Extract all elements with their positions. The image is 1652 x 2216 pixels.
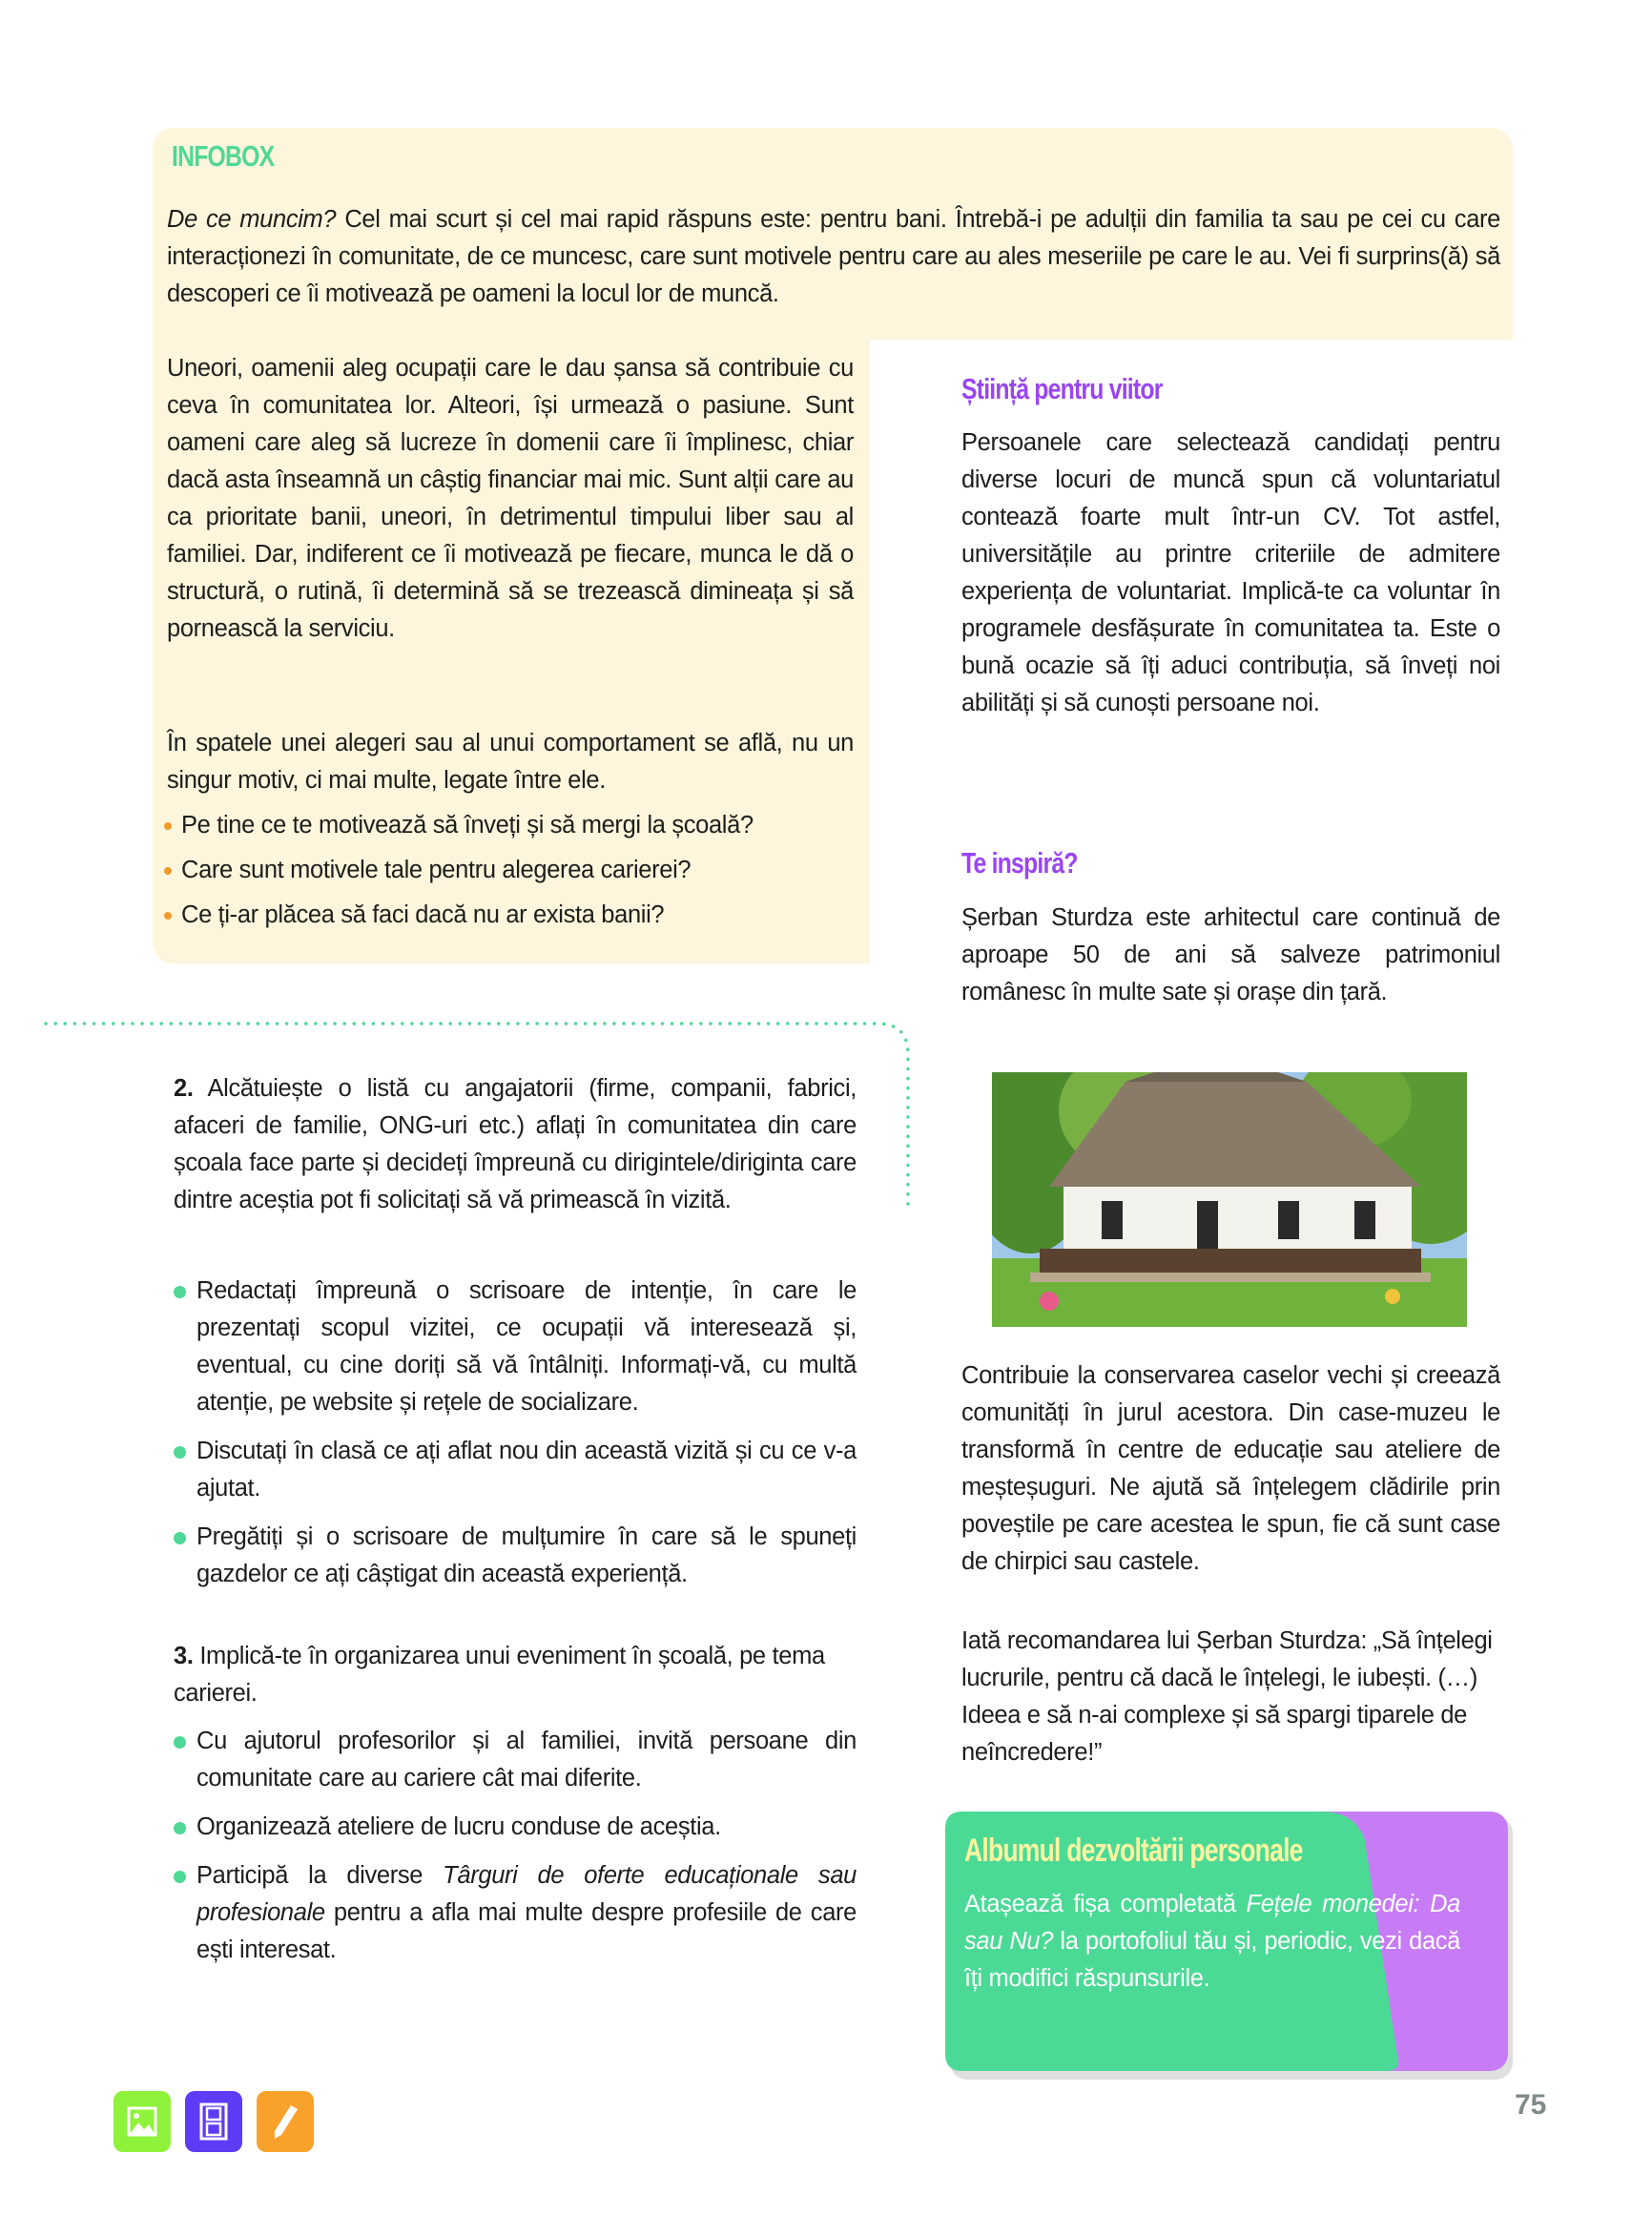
pencil-icon [270,2102,300,2141]
album-box [945,1812,1514,2081]
album-text-start: Atașează fișa completată [964,1891,1247,1917]
task-3-text: Implică-te în organizarea unui eveniment în școală, pe tema carierei. [174,1643,825,1707]
task-2-text: Alcătuiește o listă cu angajatorii (firme, companii, fabrici, afaceri de familie, ONG-uri etc.) aflați în comunitatea din care școala face parte și decideți împreună cu dirigintele/diriginta care dintre aceștia pot fi solicitați să vă primească în vizită. [174,1075,857,1213]
task-2 [174,1070,857,1219]
album-title: Albumul dezvoltării personale [964,1833,1303,1869]
house-photo [992,1072,1467,1327]
infobox-questions [164,807,860,942]
infobox-intro-question: De ce muncim? [167,206,337,233]
album-text [964,1886,1460,1998]
science-title: Știință pentru viitor [961,372,1163,405]
task-2-bullets [174,1273,857,1605]
infobox-intro [167,201,1500,313]
video-resource-button[interactable] [185,2091,242,2152]
task-3-fair-name: Târguri de oferte educaționale sau profesionale [196,1862,857,1926]
task-2-bullet: Pregătiți și o scrisoare de mulțumire în care să le spuneți gazdelor ce ați câștigat din această experiență. [174,1519,857,1593]
task-3-bullet-end: pentru a afla mai multe despre profesiile de care ești interesat. [196,1899,857,1963]
image-icon [126,2105,158,2138]
task-3-bullet: Organizează ateliere de lucru conduse de aceștia. [174,1809,857,1846]
question-item: Ce ți-ar plăcea să faci dacă nu ar exista banii? [164,897,860,934]
task-3-bullet: Cu ajutorul profesorilor și al familiei, invită persoane din comunitate care au cariere cât mai diferite. [174,1723,857,1797]
inspire-title: Te inspiră? [961,846,1078,880]
traditional-house-image [992,1072,1467,1327]
inspire-text: Contribuie la conservarea caselor vechi și creează comunități în jurul acestora. Din case-muzeu le transformă în centre de educație sau ateliere de meșteșuguri. Ne ajută să înțelegem clădirile prin poveștile pe care acestea le spun, fie că sunt case de chirpici sau castele. [961,1362,1500,1575]
inspire-quote: Iată recomandarea lui Șerban Sturdza: „Să înțelegi lucrurile, pentru că dacă le înțelegi, le iubești. (…) Ideea e să n-ai complexe și să spargi tiparele de neîncredere!” [961,1627,1493,1766]
image-resource-button[interactable] [114,2091,171,2152]
film-icon [199,2102,228,2141]
science-text: Persoanele care selectează candidați pentru diverse locuri de muncă spun că voluntariatul contează foarte mult într-un CV. Tot astfel, universitățile au printre criteriile de admitere experiența de voluntariat. Implică-te ca voluntar în programele desfășurate în comunitatea ta. Este o bună ocazie să îți aduci contribuția, să înveți noi abilități și să cunoști persoane noi. [961,429,1500,716]
task-2-bullet: Redactați împreună o scrisoare de intenție, în care le prezentați scopul vizitei, ce ocupații vă interesează și, eventual, cu cine doriți să vă întâlniți. Informați-vă, cu multă atenție, pe website și rețele de socializare. [174,1273,857,1421]
task-3-bullets [174,1723,857,1980]
question-item: Care sunt motivele tale pentru alegerea carierei? [164,852,860,889]
task-2-number: 2. [174,1075,194,1102]
album-worksheet-title: Fețele monedei: Da sau Nu? [964,1891,1460,1955]
page-number: 75 [1515,2089,1547,2121]
infobox-paragraph-1: Uneori, oamenii aleg ocupații care le dau șansa să contribuie cu ceva în comunitatea lor. Alteori, își urmează o pasiune. Sunt oameni care aleg să lucreze în domenii care îi împlinesc, chiar dacă asta înseamnă un câștig financiar mai mic. Sunt alții care au ca prioritate banii, uneori, în detrimentul timpului liber sau al familiei. Dar, indiferent ce îi motivează pe fiecare, munca le dă o structură, o rutină, îi determină să se trezească dimineața și să pornească la serviciu. [167,355,854,642]
task-3-bullet [174,1857,857,1969]
task-3 [174,1638,857,1712]
infobox-title: INFOBOX [172,139,275,173]
infobox-paragraph-2: În spatele unei alegeri sau al unui comportament se află, nu un singur motiv, ci mai multe, legate între ele. [167,730,854,794]
album-text-end: la portofoliul tău și, periodic, vezi dacă îți modifici răspunsurile. [964,1928,1461,1992]
infobox-intro-text: Cel mai scurt și cel mai rapid răspuns este: pentru bani. Întrebă-i pe adulții din familia ta sau pe cei cu care interacționezi în comunitate, de ce muncesc, care sunt motivele pentru care au ales meseriile pe care le au. Vei fi surprins(ă) să descoperi ce îi motivează pe oameni la locul lor de muncă. [167,206,1501,307]
inspire-intro: Șerban Sturdza este arhitectul care continuă de aproape 50 de ani să salveze patrimoniul românesc în multe sate și orașe din țară. [961,904,1500,1005]
task-2-bullet: Discutați în clasă ce ați aflat nou din această vizită și cu ce v-a ajutat. [174,1433,857,1507]
question-item: Pe tine ce te motivează să înveți și să mergi la școală? [164,807,860,844]
task-3-number: 3. [174,1643,194,1669]
task-3-bullet-start: Participă la diverse [196,1862,444,1889]
activity-resource-button[interactable] [257,2091,314,2152]
